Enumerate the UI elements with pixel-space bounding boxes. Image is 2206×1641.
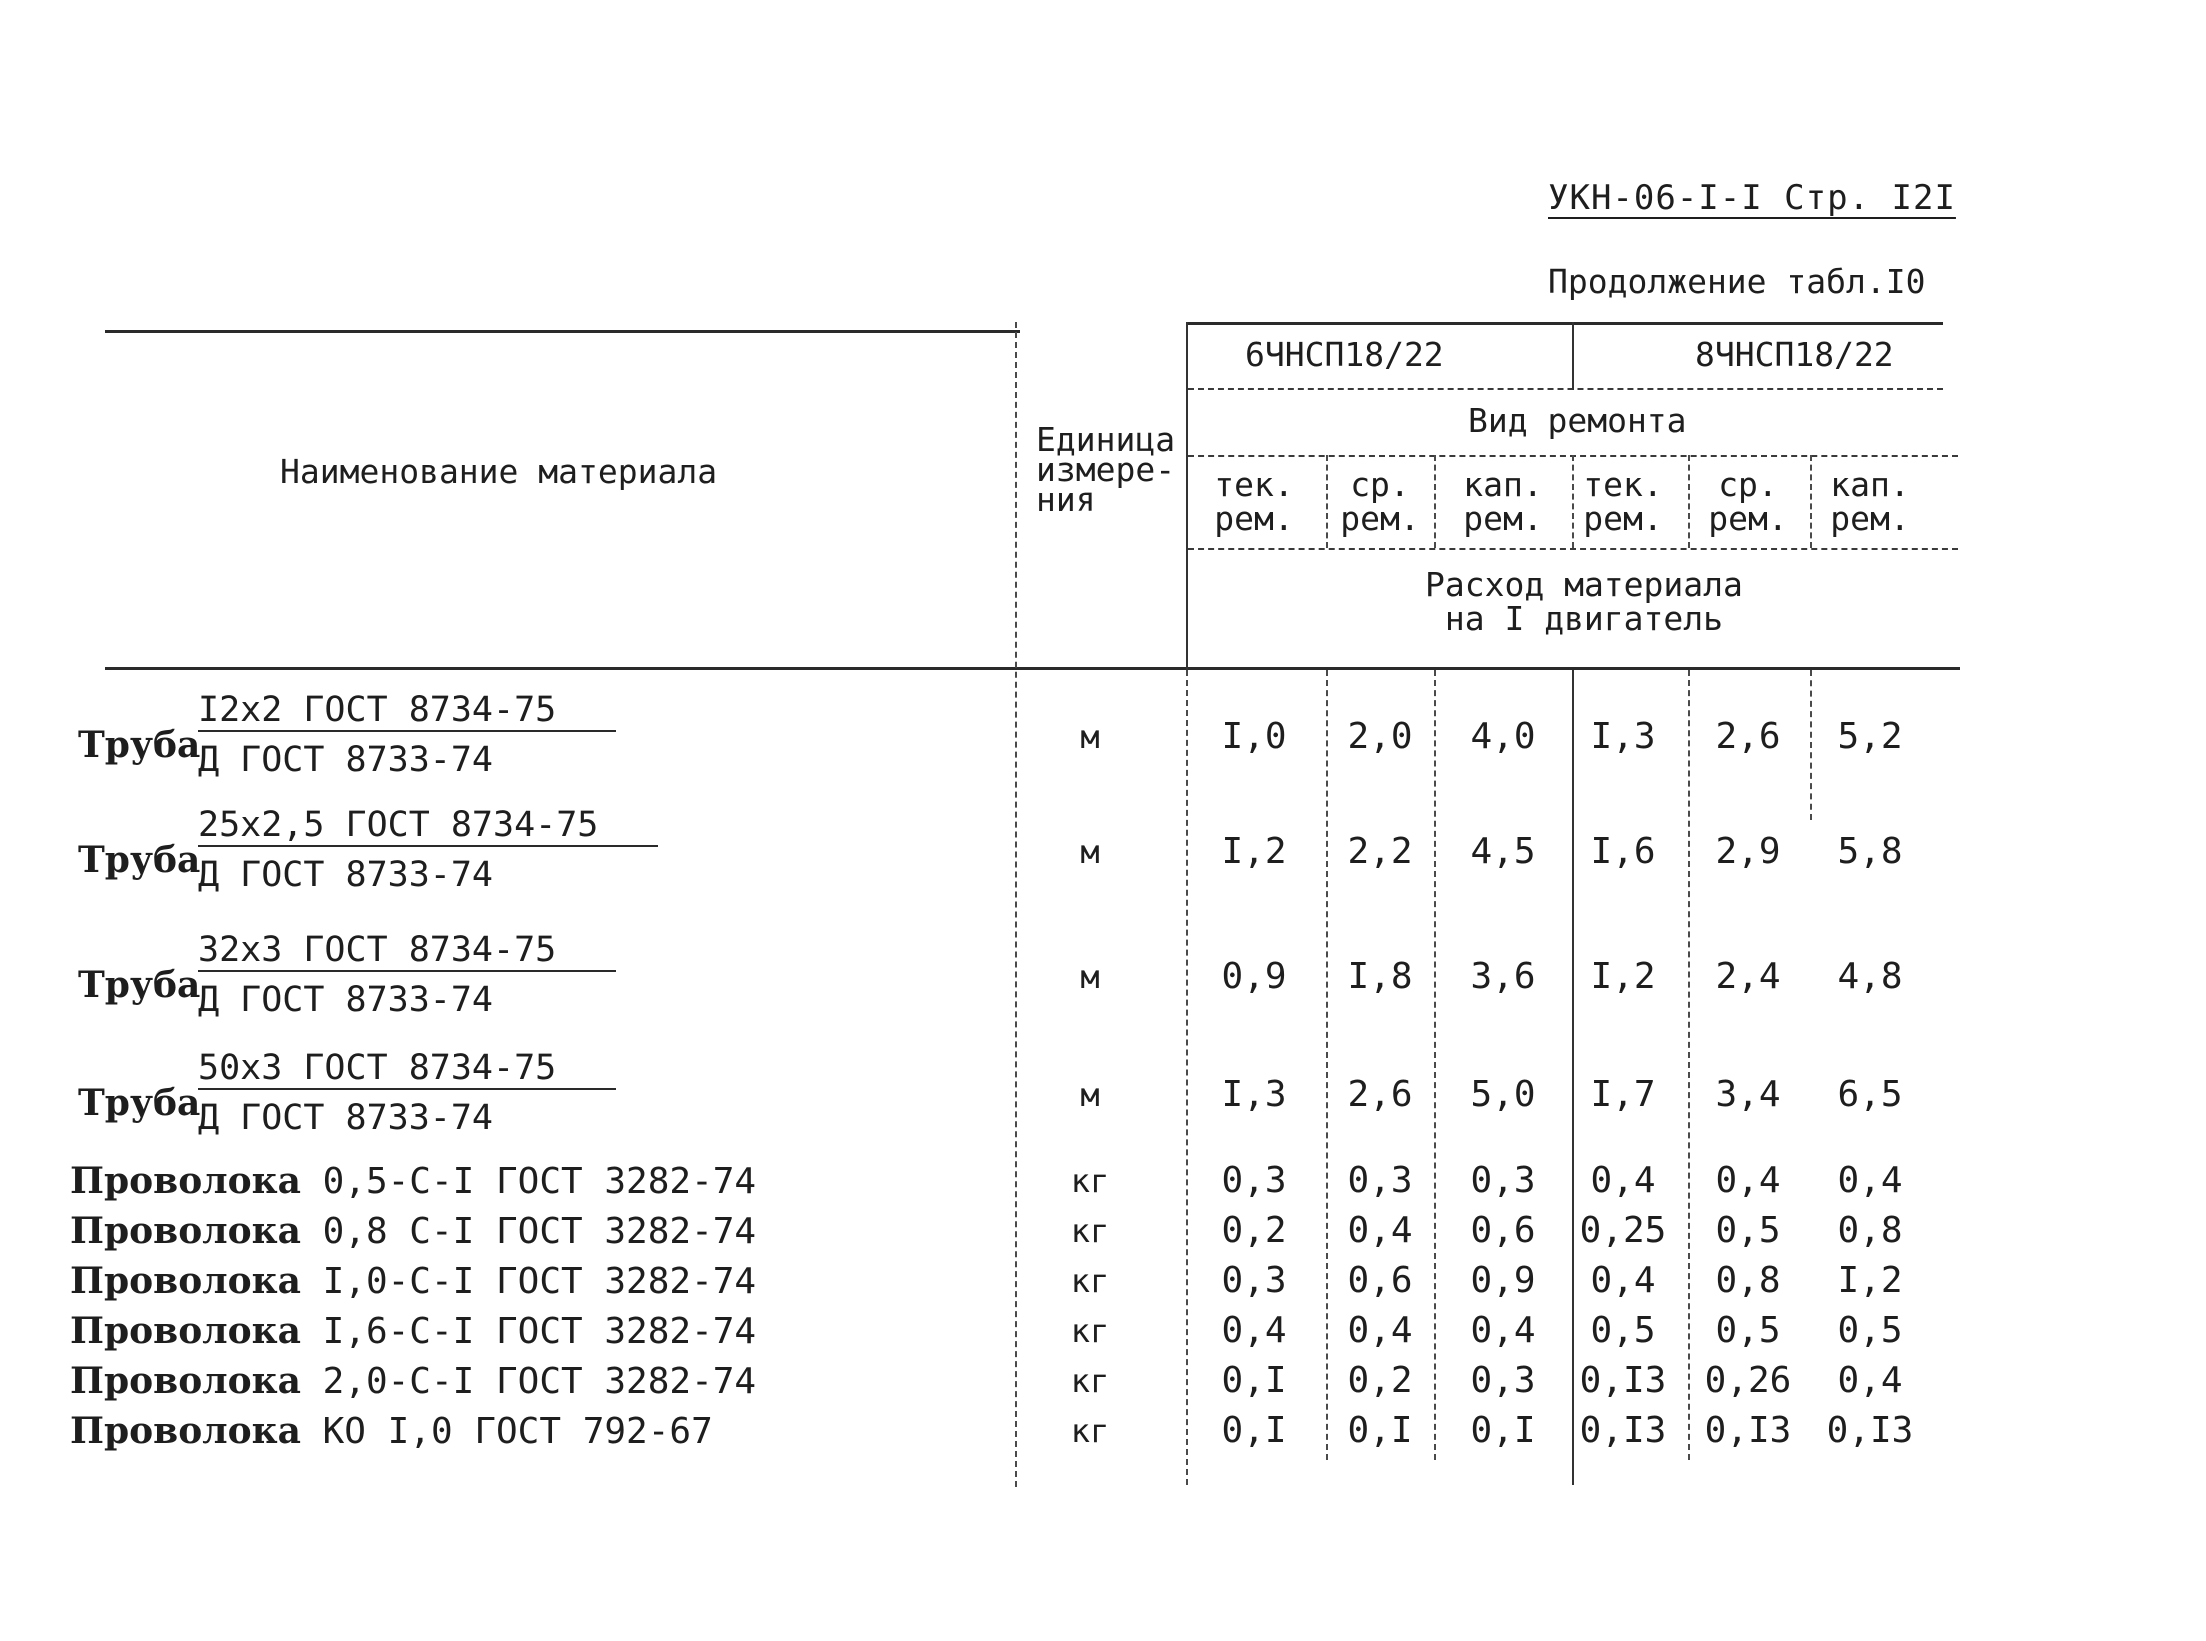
value-cell: 2,4	[1715, 956, 1781, 997]
value-cell: 0,26	[1704, 1360, 1792, 1401]
value-cell: 4,0	[1470, 716, 1536, 757]
repair-type-subheader-line: рем.	[1463, 499, 1543, 538]
unit-cell: м	[1080, 958, 1100, 996]
value-cell: 2,6	[1715, 716, 1781, 757]
pipe-spec-denominator: Д ГОСТ 8733-74	[198, 855, 494, 895]
value-cell: 0,I3	[1579, 1360, 1667, 1401]
material-spec: I,6-С-I ГОСТ 3282-74	[300, 1311, 757, 1352]
value-cell: 0,I3	[1579, 1410, 1667, 1451]
pipe-spec-numerator: I2x2 ГОСТ 8734-75	[198, 690, 616, 732]
value-cell: 0,8	[1837, 1210, 1903, 1251]
value-cell: 0,2	[1221, 1210, 1287, 1251]
value-cell: 0,4	[1590, 1260, 1656, 1301]
unit-column-right-border	[1186, 322, 1188, 670]
body-col-divider-4	[1688, 670, 1690, 1460]
value-cell: I,8	[1347, 956, 1413, 997]
value-cell: 2,9	[1715, 831, 1781, 872]
column-header-material-name: Наименование материала	[280, 452, 718, 491]
pipe-spec-numerator: 25x2,5 ГОСТ 8734-75	[198, 805, 658, 847]
repair-type-subheader	[1325, 465, 1435, 538]
unit-cell: кг	[1070, 1312, 1110, 1350]
repair-type-subheader-line: тек.	[1583, 465, 1663, 504]
unit-column-left-border	[1015, 322, 1017, 1487]
value-cell: 2,2	[1347, 831, 1413, 872]
value-cell: 0,I	[1347, 1410, 1413, 1451]
value-cell: 0,3	[1470, 1160, 1536, 1201]
column-header-unit-line-3: ния	[1036, 480, 1096, 519]
material-spec: КО I,0 ГОСТ 792-67	[300, 1411, 713, 1452]
value-cell: 0,4	[1347, 1210, 1413, 1251]
repair-type-subheader-line: ср.	[1350, 465, 1410, 504]
consumption-header-line-1: Расход материала	[1425, 565, 1743, 604]
subcol-divider-4	[1688, 455, 1690, 548]
unit-cell: кг	[1070, 1212, 1110, 1250]
value-cell: 5,2	[1837, 716, 1903, 757]
value-cell: 0,4	[1715, 1160, 1781, 1201]
value-cell: 0,8	[1715, 1260, 1781, 1301]
repair-subheader-rule	[1188, 548, 1958, 550]
engine-header-6: 6ЧНСП18/22	[1245, 335, 1444, 374]
pipe-spec-numerator: 32x3 ГОСТ 8734-75	[198, 930, 616, 972]
material-type-label: Проволока	[70, 1310, 301, 1352]
value-cell: 0,2	[1347, 1360, 1413, 1401]
table-top-rule	[105, 330, 1020, 333]
value-cell: 0,4	[1347, 1310, 1413, 1351]
material-type-label: Труба	[78, 839, 201, 881]
material-type-label: Проволока	[70, 1360, 301, 1402]
unit-cell: м	[1080, 1076, 1100, 1114]
material-spec: 0,5-С-I ГОСТ 3282-74	[300, 1161, 757, 1202]
value-cell: I,2	[1221, 831, 1287, 872]
unit-column-right-border-body	[1186, 670, 1188, 1485]
column-header-unit-line-1: Единица	[1036, 420, 1176, 459]
value-cell: 0,3	[1470, 1360, 1536, 1401]
unit-cell: м	[1080, 833, 1100, 871]
document-code: УКН-06-I-I Стр. I2I	[1548, 178, 1956, 218]
value-cell: 0,5	[1837, 1310, 1903, 1351]
value-cell: I,6	[1590, 831, 1656, 872]
repair-type-subheader-line: рем.	[1214, 499, 1294, 538]
repair-type-subheader	[1568, 465, 1678, 538]
value-cell: 0,5	[1715, 1210, 1781, 1251]
repair-type-subheader-line: рем.	[1708, 499, 1788, 538]
value-cell: 0,3	[1221, 1160, 1287, 1201]
engine-header-rule	[1188, 388, 1943, 390]
column-header-unit	[1036, 420, 1176, 519]
column-header-unit-line-2: измере-	[1036, 450, 1176, 489]
repair-type-subheader-line: ср.	[1718, 465, 1778, 504]
value-cell: 0,6	[1470, 1210, 1536, 1251]
repair-type-subheader-line: рем.	[1583, 499, 1663, 538]
value-cell: 0,4	[1837, 1360, 1903, 1401]
repair-type-subheader-line: кап.	[1463, 465, 1543, 504]
unit-cell: кг	[1070, 1162, 1110, 1200]
header-bottom-rule	[105, 667, 1960, 670]
repair-type-subheader	[1199, 465, 1309, 538]
value-cell: 0,9	[1470, 1260, 1536, 1301]
material-name-cell	[70, 1260, 756, 1302]
unit-cell: м	[1080, 718, 1100, 756]
material-name-cell	[70, 1360, 756, 1402]
unit-cell: кг	[1070, 1412, 1110, 1450]
engine-divider	[1572, 322, 1574, 390]
repair-type-subheader-line: кап.	[1830, 465, 1910, 504]
value-cell: 0,4	[1590, 1160, 1656, 1201]
value-cell: 0,5	[1715, 1310, 1781, 1351]
value-cell: 5,0	[1470, 1074, 1536, 1115]
material-type-label: Проволока	[70, 1260, 301, 1302]
repair-type-subheader	[1815, 465, 1925, 538]
value-cell: 2,6	[1347, 1074, 1413, 1115]
value-cell: 0,4	[1470, 1310, 1536, 1351]
repair-type-subheader-line: рем.	[1340, 499, 1420, 538]
value-cell: I,2	[1837, 1260, 1903, 1301]
repair-type-subheader-line: рем.	[1830, 499, 1910, 538]
value-cell: 5,8	[1837, 831, 1903, 872]
value-cell: 0,I	[1221, 1410, 1287, 1451]
repair-type-header: Вид ремонта	[1468, 401, 1687, 440]
consumption-header	[1425, 565, 1743, 638]
pipe-spec-denominator: Д ГОСТ 8733-74	[198, 980, 494, 1020]
value-cell: 0,I	[1221, 1360, 1287, 1401]
value-cell: 0,I3	[1826, 1410, 1914, 1451]
value-cell: I,2	[1590, 956, 1656, 997]
material-name-cell	[70, 1310, 756, 1352]
value-cell: 0,6	[1347, 1260, 1413, 1301]
body-col-divider-5	[1810, 670, 1812, 820]
value-cell: 0,9	[1221, 956, 1287, 997]
material-type-label: Труба	[78, 724, 201, 766]
value-cell: 0,25	[1579, 1210, 1667, 1251]
material-spec: I,0-С-I ГОСТ 3282-74	[300, 1261, 757, 1302]
value-cell: 0,4	[1837, 1160, 1903, 1201]
repair-type-subheader	[1693, 465, 1803, 538]
consumption-header-line-2: на I двигатель	[1444, 599, 1724, 638]
value-cell: I,3	[1221, 1074, 1287, 1115]
repair-type-subheader	[1448, 465, 1558, 538]
table-continuation-label: Продолжение табл.I0	[1548, 262, 1926, 301]
pipe-spec-denominator: Д ГОСТ 8733-74	[198, 1098, 494, 1138]
subcol-divider-5	[1810, 455, 1812, 548]
value-cell: 0,4	[1221, 1310, 1287, 1351]
engine-header-8: 8ЧНСП18/22	[1695, 335, 1894, 374]
material-spec: 2,0-С-I ГОСТ 3282-74	[300, 1361, 757, 1402]
material-type-label: Проволока	[70, 1410, 301, 1452]
material-spec: 0,8 С-I ГОСТ 3282-74	[300, 1211, 757, 1252]
material-name-cell	[70, 1410, 713, 1452]
unit-cell: кг	[1070, 1362, 1110, 1400]
table-top-rule-right	[1188, 322, 1943, 325]
value-cell: 0,3	[1347, 1160, 1413, 1201]
repair-type-subheader-line: тек.	[1214, 465, 1294, 504]
value-cell: 3,6	[1470, 956, 1536, 997]
material-type-label: Проволока	[70, 1160, 301, 1202]
value-cell: 0,5	[1590, 1310, 1656, 1351]
value-cell: I,3	[1590, 716, 1656, 757]
value-cell: 6,5	[1837, 1074, 1903, 1115]
value-cell: 0,I	[1470, 1410, 1536, 1451]
pipe-spec-denominator: Д ГОСТ 8733-74	[198, 740, 494, 780]
material-type-label: Проволока	[70, 1210, 301, 1252]
material-type-label: Труба	[78, 1082, 201, 1124]
material-type-label: Труба	[78, 964, 201, 1006]
value-cell: 4,8	[1837, 956, 1903, 997]
value-cell: 3,4	[1715, 1074, 1781, 1115]
pipe-spec-numerator: 50x3 ГОСТ 8734-75	[198, 1048, 616, 1090]
value-cell: 2,0	[1347, 716, 1413, 757]
value-cell: I,0	[1221, 716, 1287, 757]
value-cell: 4,5	[1470, 831, 1536, 872]
value-cell: 0,I3	[1704, 1410, 1792, 1451]
material-name-cell	[70, 1160, 756, 1202]
unit-cell: кг	[1070, 1262, 1110, 1300]
value-cell: I,7	[1590, 1074, 1656, 1115]
material-name-cell	[70, 1210, 756, 1252]
value-cell: 0,3	[1221, 1260, 1287, 1301]
